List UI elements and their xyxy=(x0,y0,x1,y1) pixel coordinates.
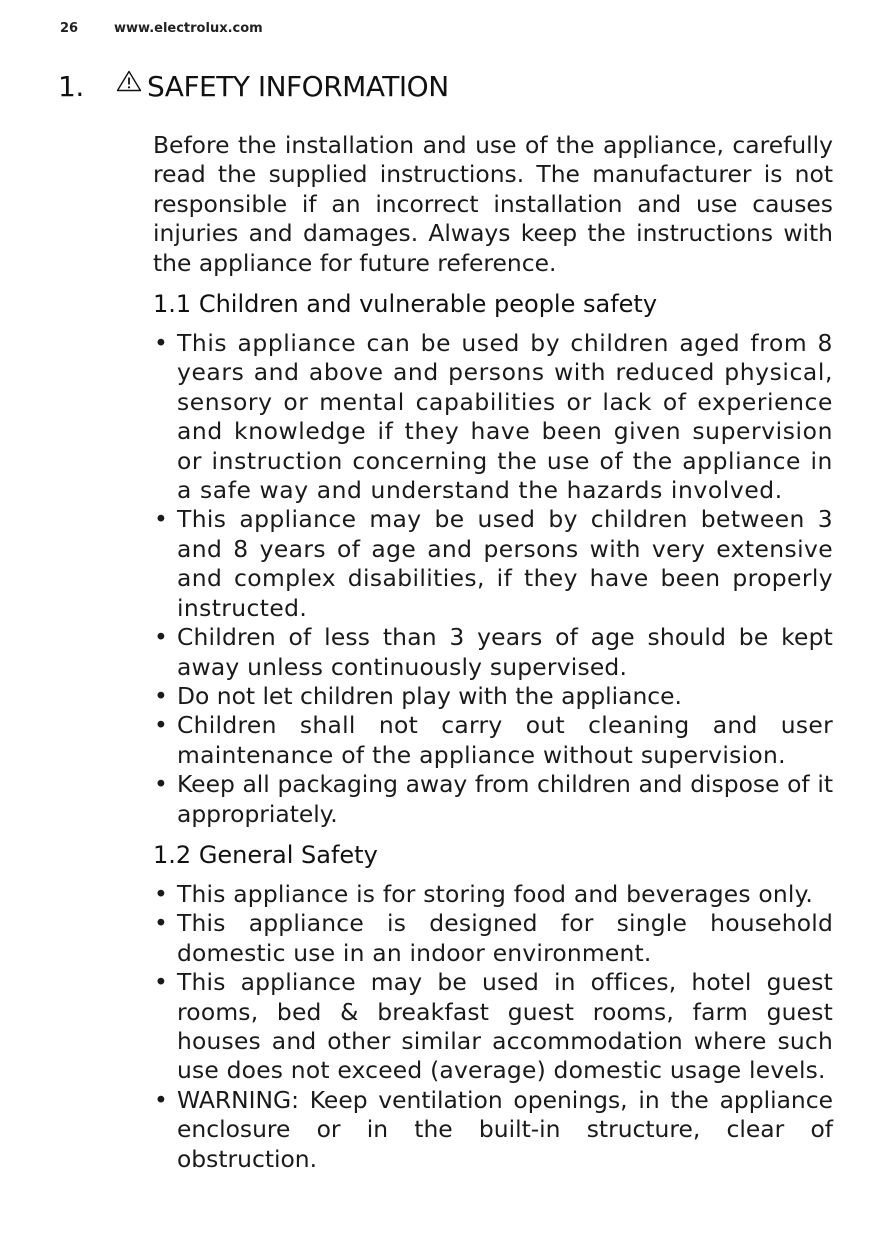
list-item: • This appliance can be used by children aged from 8 years and above and persons with reduced physical, sensory or mental capabilities or lack of experience and knowledge if they have been given supervision or instruction concerning the use of the appliance in a safe way and understand the hazards involved. xyxy=(153,329,833,505)
chapter-number: 1. xyxy=(58,70,84,103)
list-item: • This appliance may be used in offices, hotel guest rooms, bed & breakfast guest rooms, farm guest houses and other similar accommodation where such use does not exceed (average) domestic usage levels. xyxy=(153,968,833,1086)
main-content xyxy=(153,131,833,1174)
section-title: General Safety xyxy=(198,840,378,869)
list-item: • Keep all packaging away from children and dispose of it appropriately. xyxy=(153,770,833,829)
list-item: • This appliance is for storing food and beverages only. xyxy=(153,880,833,909)
children-safety-list xyxy=(153,329,833,829)
chapter-heading xyxy=(58,66,449,103)
intro-paragraph: Before the installation and use of the appliance, carefully read the supplied instructions. The manufacturer is not responsible if an incorrect installation and use causes injuries and damages. Always keep the instructions with the appliance for future reference. xyxy=(153,131,833,277)
section-number: 1.1 xyxy=(153,290,192,319)
list-item: • Children of less than 3 years of age should be kept away unless continuously supervised. xyxy=(153,623,833,682)
list-item: • Do not let children play with the appliance. xyxy=(153,682,833,711)
section-heading-general-safety xyxy=(153,840,833,870)
section-heading-children-safety xyxy=(153,289,833,319)
list-item: • This appliance is designed for single household domestic use in an indoor environment. xyxy=(153,909,833,968)
list-item: • This appliance may be used by children between 3 and 8 years of age and persons with very extensive and complex disabilities, if they have been properly instructed. xyxy=(153,505,833,623)
section-title: Children and vulnerable people safety xyxy=(198,290,658,319)
warning-triangle-icon xyxy=(116,66,142,88)
list-item: • Children shall not carry out cleaning and user maintenance of the appliance without supervision. xyxy=(153,711,833,770)
general-safety-list xyxy=(153,880,833,1174)
section-number: 1.2 xyxy=(153,840,192,869)
page-header xyxy=(60,21,263,36)
website-url: www.electrolux.com xyxy=(114,21,263,36)
chapter-title: SAFETY INFORMATION xyxy=(147,70,449,103)
page-number: 26 xyxy=(60,21,79,36)
warning-list-item: • WARNING: Keep ventilation openings, in the appliance enclosure or in the built-in structure, clear of obstruction. xyxy=(153,1086,833,1174)
